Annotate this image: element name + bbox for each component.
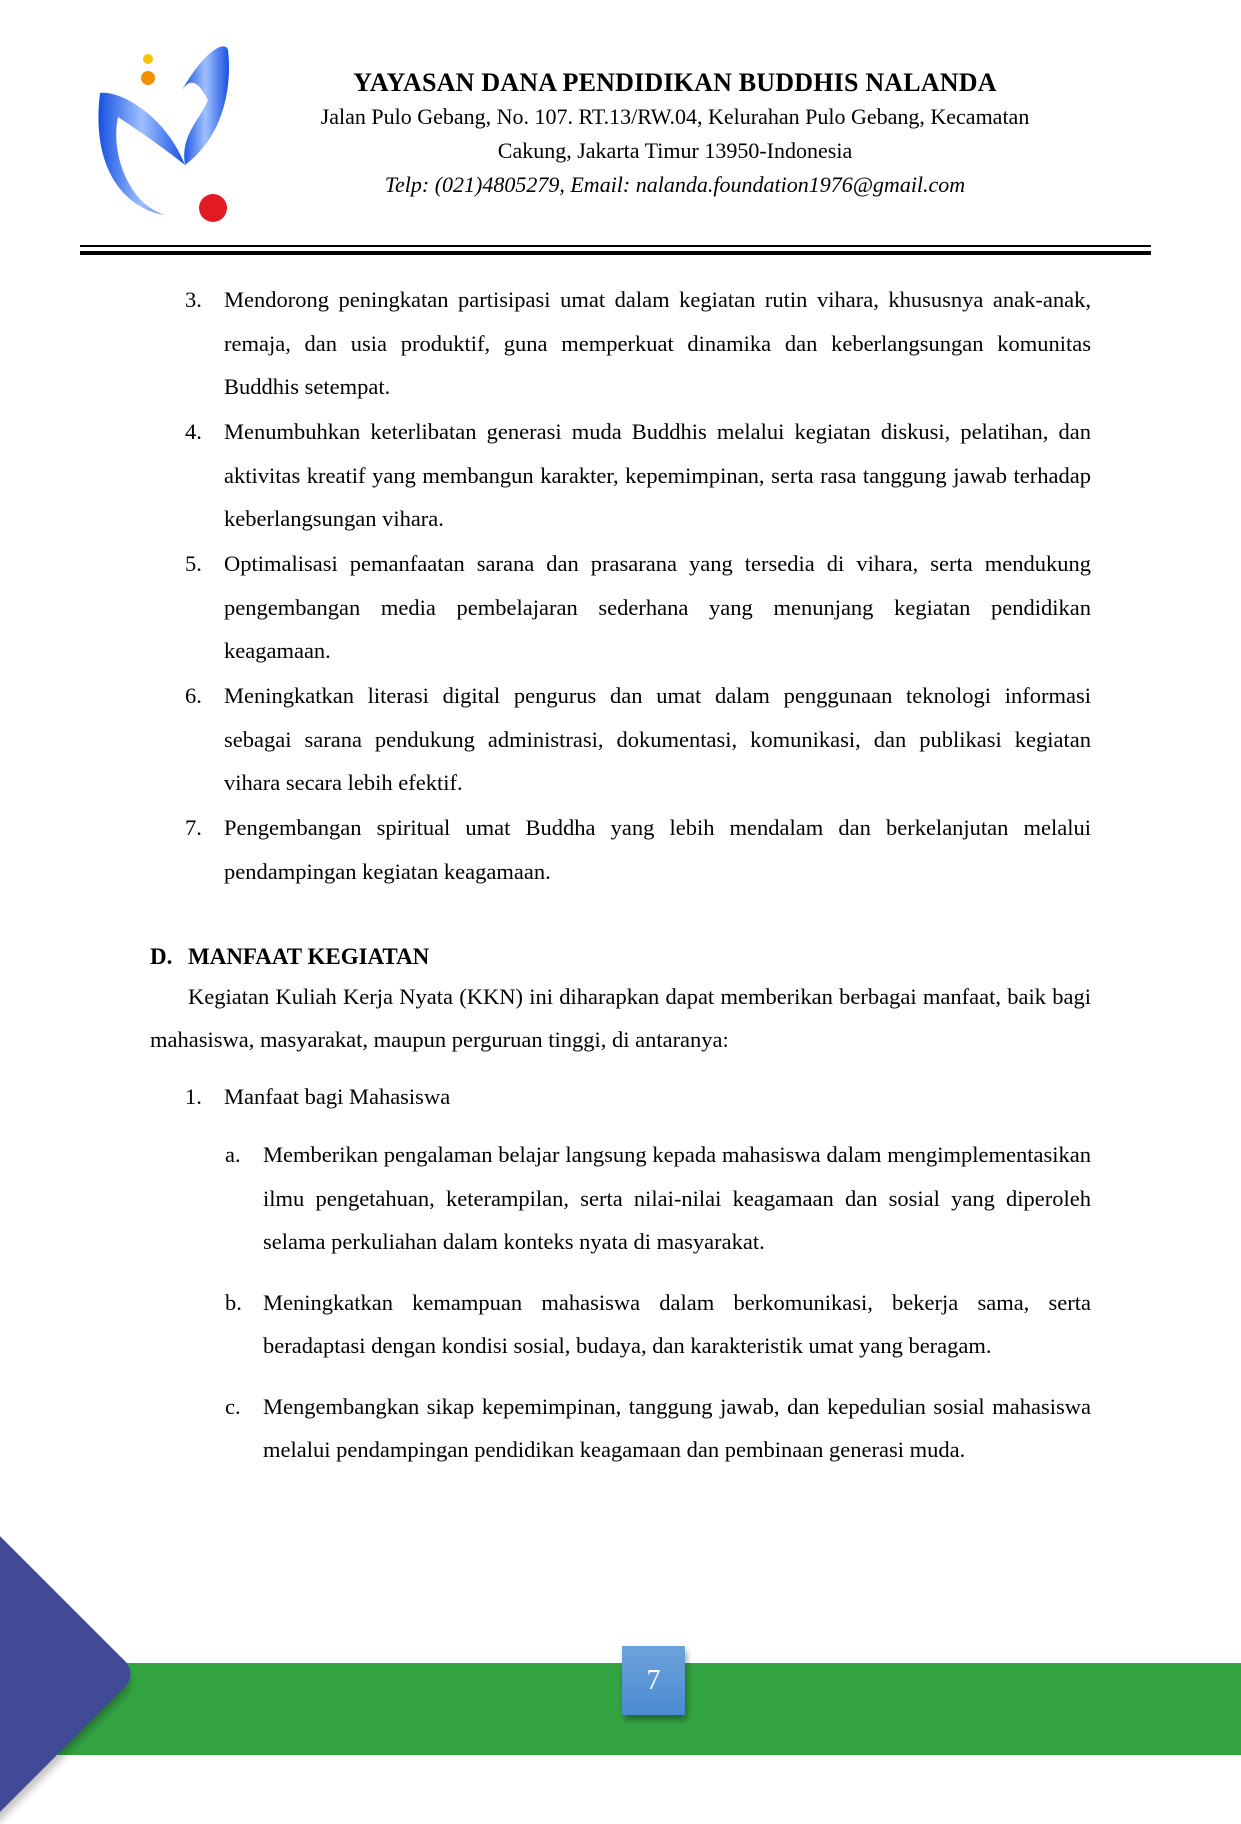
list-marker: 1. [185,1084,202,1109]
list-item-text: Meningkatkan kemampuan mahasiswa dalam berkomunikasi, bekerja sama, serta beradaptasi dengan kondisi sosial, budaya, dan karakteristik umat yang beragam. [263,1289,1091,1358]
section-heading [150,939,1091,975]
list-marker: b. [225,1289,242,1315]
list-marker: 4. [185,419,202,444]
list-marker: c. [225,1393,241,1419]
foundation-logo-icon [90,45,250,230]
list-item-text: Menumbuhkan keterlibatan generasi muda Buddhis melalui kegiatan diskusi, pelatihan, dan aktivitas kreatif yang membangun karakter, kepemimpinan, serta rasa tanggung jawab terhadap keberlangsungan vihara. [224,419,1091,531]
sub-heading [150,1077,1091,1117]
list-item [150,410,1091,541]
list-item-text: Meningkatkan literasi digital pengurus dan umat dalam penggunaan teknologi informasi sebagai sarana pendukung administrasi, dokumentasi, komunikasi, dan publikasi kegiatan vihara secara lebih efektif. [224,683,1091,795]
list-item-text: Pengembangan spiritual umat Buddha yang lebih mendalam dan berkelanjutan melalui pendampingan kegiatan keagamaan. [224,815,1091,884]
sub-heading-text: Manfaat bagi Mahasiswa [224,1084,451,1109]
benefits-list [150,1133,1091,1472]
document-body [150,278,1091,1489]
objectives-list [150,278,1091,893]
letterhead-divider-thin [80,245,1151,247]
list-item [150,1133,1091,1264]
list-item-text: Memberikan pengalaman belajar langsung kepada mahasiswa dalam mengimplementasikan ilmu pengetahuan, keterampilan, serta nilai-nilai keagamaan dan sosial yang diperoleh selama perkuliahan dalam konteks nyata di masyarakat. [263,1142,1091,1254]
list-marker: a. [225,1142,241,1167]
list-marker: 5. [185,551,202,576]
list-item [150,674,1091,805]
organization-name: YAYASAN DANA PENDIDIKAN BUDDHIS NALANDA [353,68,997,97]
list-item [150,1385,1091,1472]
address-line-2: Cakung, Jakarta Timur 13950-Indonesia [497,138,853,163]
list-marker: 7. [185,815,202,840]
page-number-badge: 7 [622,1646,685,1715]
list-item [150,278,1091,409]
list-item [150,806,1091,893]
list-item [150,1281,1091,1368]
list-item-text: Mendorong peningkatan partisipasi umat dalam kegiatan rutin vihara, khususnya anak-anak, remaja, dan usia produktif, guna memperkuat dinamika dan keberlangsungan komunitas Buddhis setempat. [224,287,1091,399]
list-marker: 3. [185,287,202,312]
section-letter: D. [150,944,173,969]
section-title: MANFAAT KEGIATAN [188,944,430,969]
list-marker: 6. [185,683,202,708]
footer-band [0,1663,1241,1755]
contact-info: Telp: (021)4805279, Email: nalanda.foundation1976@gmail.com [384,172,966,197]
address-line-1: Jalan Pulo Gebang, No. 107. RT.13/RW.04, Kelurahan Pulo Gebang, Kecamatan [320,104,1030,129]
list-item [150,542,1091,673]
list-item-text: Mengembangkan sikap kepemimpinan, tanggung jawab, dan kepedulian sosial mahasiswa melalui pendampingan pendidikan keagamaan dan pembinaan generasi muda. [263,1393,1091,1462]
letterhead [250,66,1100,202]
corner-decoration [0,1524,138,1824]
list-item-text: Optimalisasi pemanfaatan sarana dan prasarana yang tersedia di vihara, serta mendukung pengembangan media pembelajaran sederhana yang menunjang kegiatan pendidikan keagamaan. [224,551,1091,663]
section-intro-paragraph: Kegiatan Kuliah Kerja Nyata (KKN) ini diharapkan dapat memberikan berbagai manfaat, baik bagi mahasiswa, masyarakat, maupun perguruan tinggi, di antaranya: [150,984,1091,1052]
letterhead-divider-thick [80,251,1151,255]
